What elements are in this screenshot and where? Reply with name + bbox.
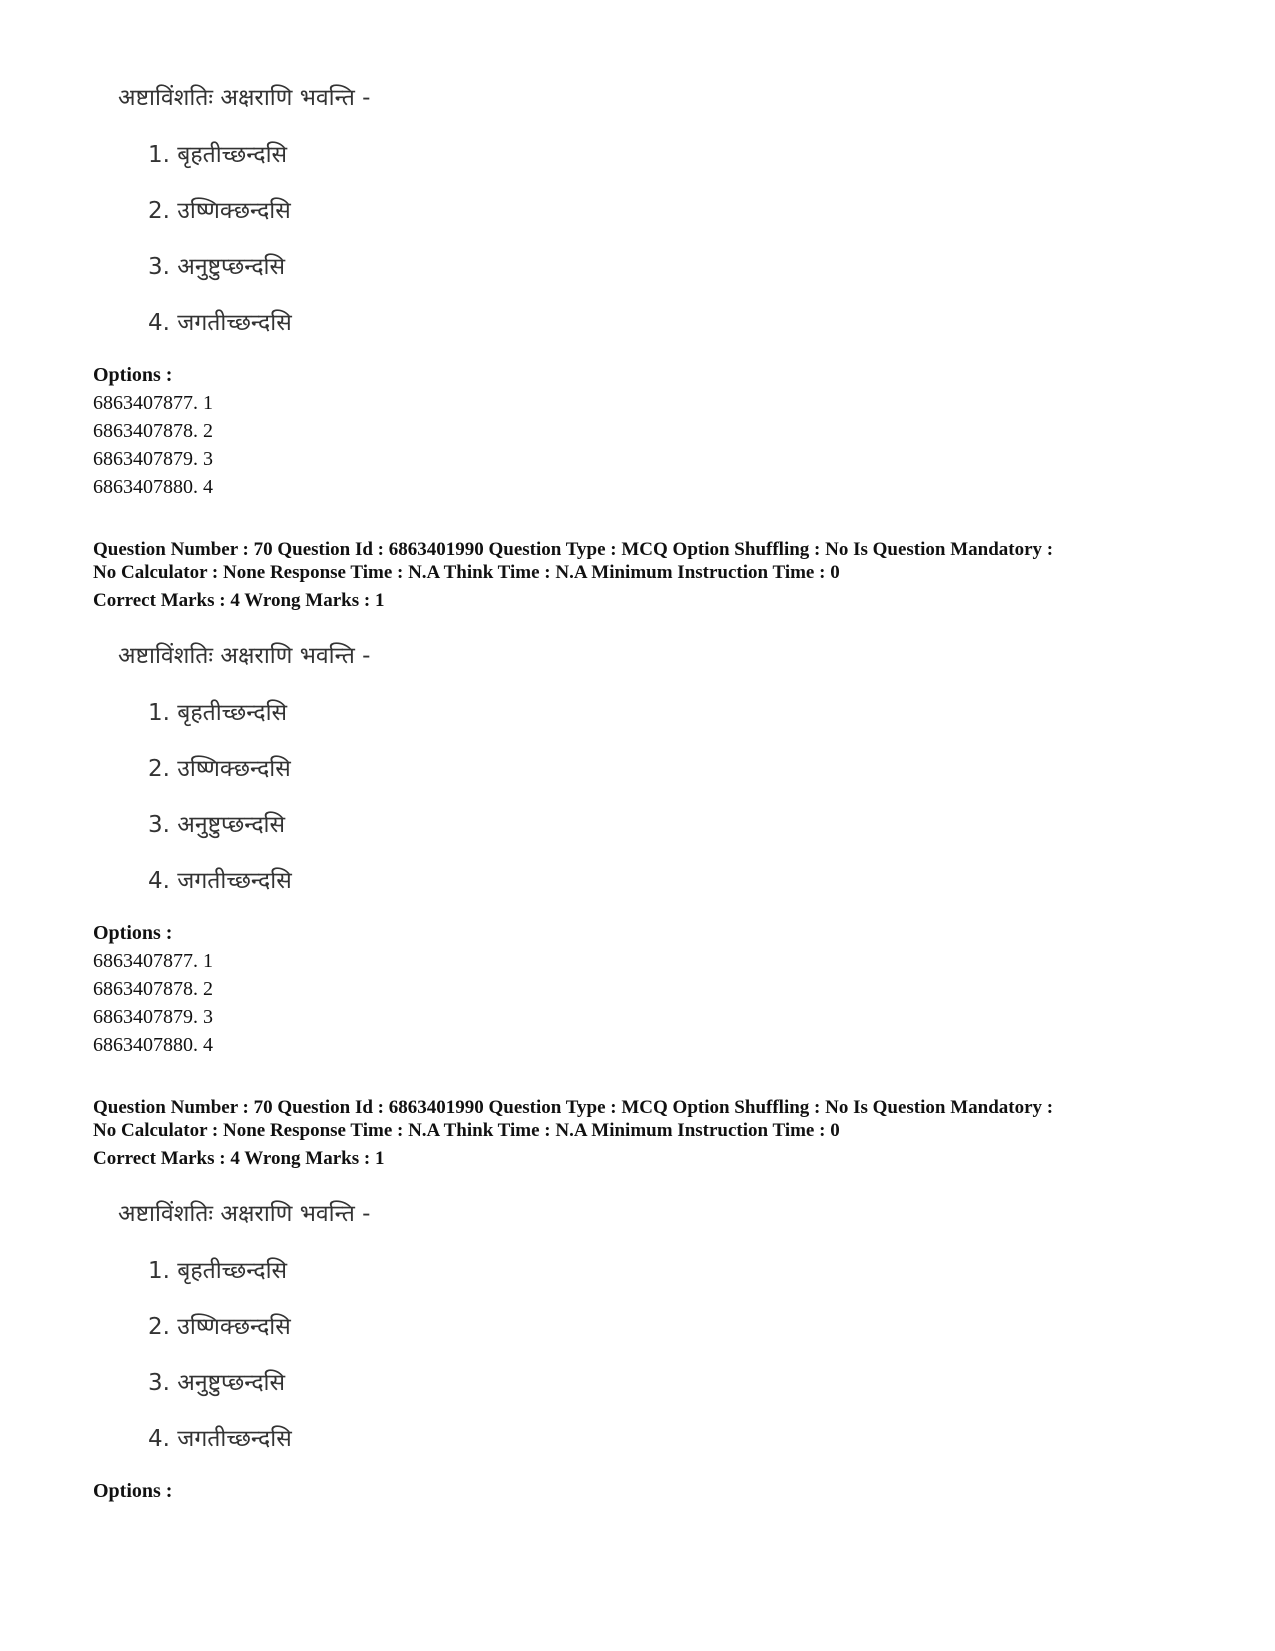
option-item: 6863407879. 3 [93,448,213,470]
marks-line: Correct Marks : 4 Wrong Marks : 1 [93,590,385,611]
choice-item: 4. जगतीच्छन्दसि [148,868,292,894]
question-text: अष्टाविंशतिः अक्षराणि भवन्ति - [118,1201,371,1227]
option-item: 6863407879. 3 [93,1006,213,1028]
choice-item: 3. अनुष्टुप्छन्दसि [148,1370,286,1396]
question-header-line1: Question Number : 70 Question Id : 6863401990 Question Type : MCQ Option Shuffling : No Is Question Mandatory : [93,539,1054,560]
choice-item: 2. उष्णिक्छन्दसि [148,756,291,782]
question-text: अष्टाविंशतिः अक्षराणि भवन्ति - [118,643,371,669]
option-item: 6863407880. 4 [93,476,213,498]
choice-item: 2. उष्णिक्छन्दसि [148,198,291,224]
options-label: Options : [93,364,173,386]
choice-item: 1. बृहतीच्छन्दसि [148,700,288,726]
option-item: 6863407877. 1 [93,950,213,972]
choice-item: 4. जगतीच्छन्दसि [148,1426,292,1452]
option-item: 6863407878. 2 [93,420,213,442]
question-header-line2: No Calculator : None Response Time : N.A Think Time : N.A Minimum Instruction Time : 0 [93,562,840,583]
option-item: 6863407877. 1 [93,392,213,414]
option-item: 6863407878. 2 [93,978,213,1000]
choice-item: 3. अनुष्टुप्छन्दसि [148,254,286,280]
choice-item: 4. जगतीच्छन्दसि [148,310,292,336]
option-item: 6863407880. 4 [93,1034,213,1056]
question-header-line2: No Calculator : None Response Time : N.A Think Time : N.A Minimum Instruction Time : 0 [93,1120,840,1141]
choice-item: 2. उष्णिक्छन्दसि [148,1314,291,1340]
options-label: Options : [93,1480,173,1502]
options-label: Options : [93,922,173,944]
choice-item: 1. बृहतीच्छन्दसि [148,1258,288,1284]
choice-item: 1. बृहतीच्छन्दसि [148,142,288,168]
marks-line: Correct Marks : 4 Wrong Marks : 1 [93,1148,385,1169]
choice-item: 3. अनुष्टुप्छन्दसि [148,812,286,838]
question-text: अष्टाविंशतिः अक्षराणि भवन्ति - [118,85,371,111]
question-header-line1: Question Number : 70 Question Id : 6863401990 Question Type : MCQ Option Shuffling : No Is Question Mandatory : [93,1097,1054,1118]
